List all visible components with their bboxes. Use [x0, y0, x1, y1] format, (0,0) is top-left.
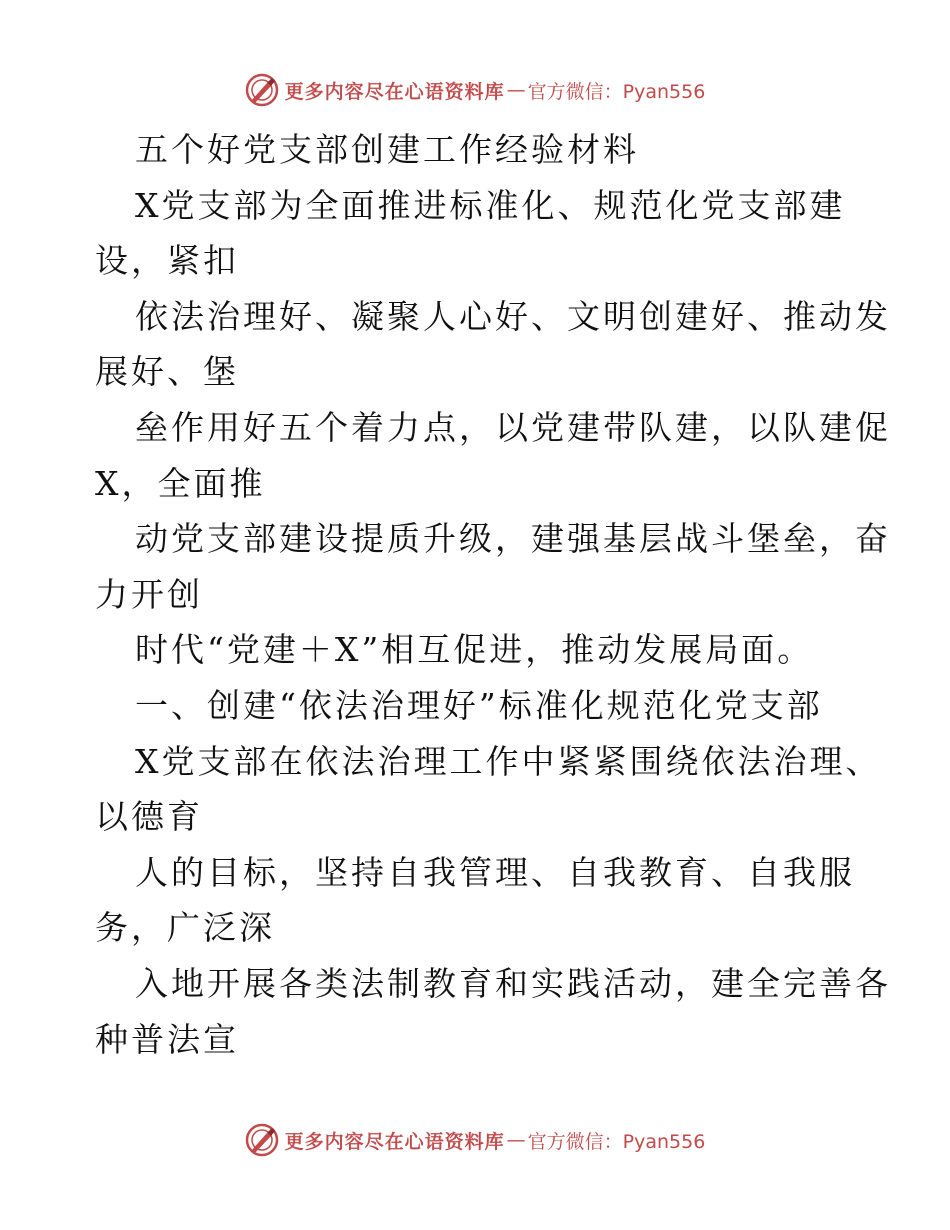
paragraph-line: 力开创	[95, 574, 203, 614]
paragraph-line: X党支部在依法治理工作中紧紧围绕依法治理、	[135, 741, 882, 781]
paragraph-line: 设，紧扣	[95, 241, 239, 281]
watermark-text: 更多内容尽在心语资料库	[284, 80, 505, 103]
watermark-text: 更多内容尽在心语资料库	[284, 1130, 505, 1153]
paragraph-line: 时代“党建＋X”相互促进，推动发展局面。	[135, 630, 814, 670]
watermark-wechat: 官方微信：Pyan556	[527, 1130, 706, 1153]
document-body	[95, 122, 891, 1067]
paragraph-line: 动党支部建设提质升级，建强基层战斗堡垒，奋	[135, 519, 891, 559]
section-heading: 一、创建“依法治理好”标准化规范化党支部	[135, 685, 823, 725]
paragraph-line: 以德育	[95, 797, 203, 837]
paragraph-line: X，全面推	[95, 463, 266, 503]
pen-logo-icon	[245, 1123, 279, 1157]
paragraph-line: 务，广泛深	[95, 908, 275, 948]
paragraph-line: X党支部为全面推进标准化、规范化党支部建	[135, 185, 846, 225]
watermark-separator: —	[506, 1129, 526, 1151]
paragraph-line: 展好、堡	[95, 352, 239, 392]
paragraph-line: 入地开展各类法制教育和实践活动，建全完善各	[135, 963, 891, 1003]
pen-logo-icon	[245, 73, 279, 107]
watermark-separator: —	[506, 79, 526, 101]
footer-watermark	[0, 1120, 950, 1160]
paragraph-line: 种普法宣	[95, 1019, 239, 1059]
paragraph-line: 人的目标，坚持自我管理、自我教育、自我服	[135, 852, 855, 892]
document-title: 五个好党支部创建工作经验材料	[135, 130, 639, 169]
paragraph-line: 垒作用好五个着力点，以党建带队建，以队建促	[135, 407, 891, 447]
watermark-wechat: 官方微信：Pyan556	[527, 80, 706, 103]
header-watermark	[0, 70, 950, 110]
paragraph-line: 依法治理好、凝聚人心好、文明创建好、推动发	[135, 296, 891, 336]
